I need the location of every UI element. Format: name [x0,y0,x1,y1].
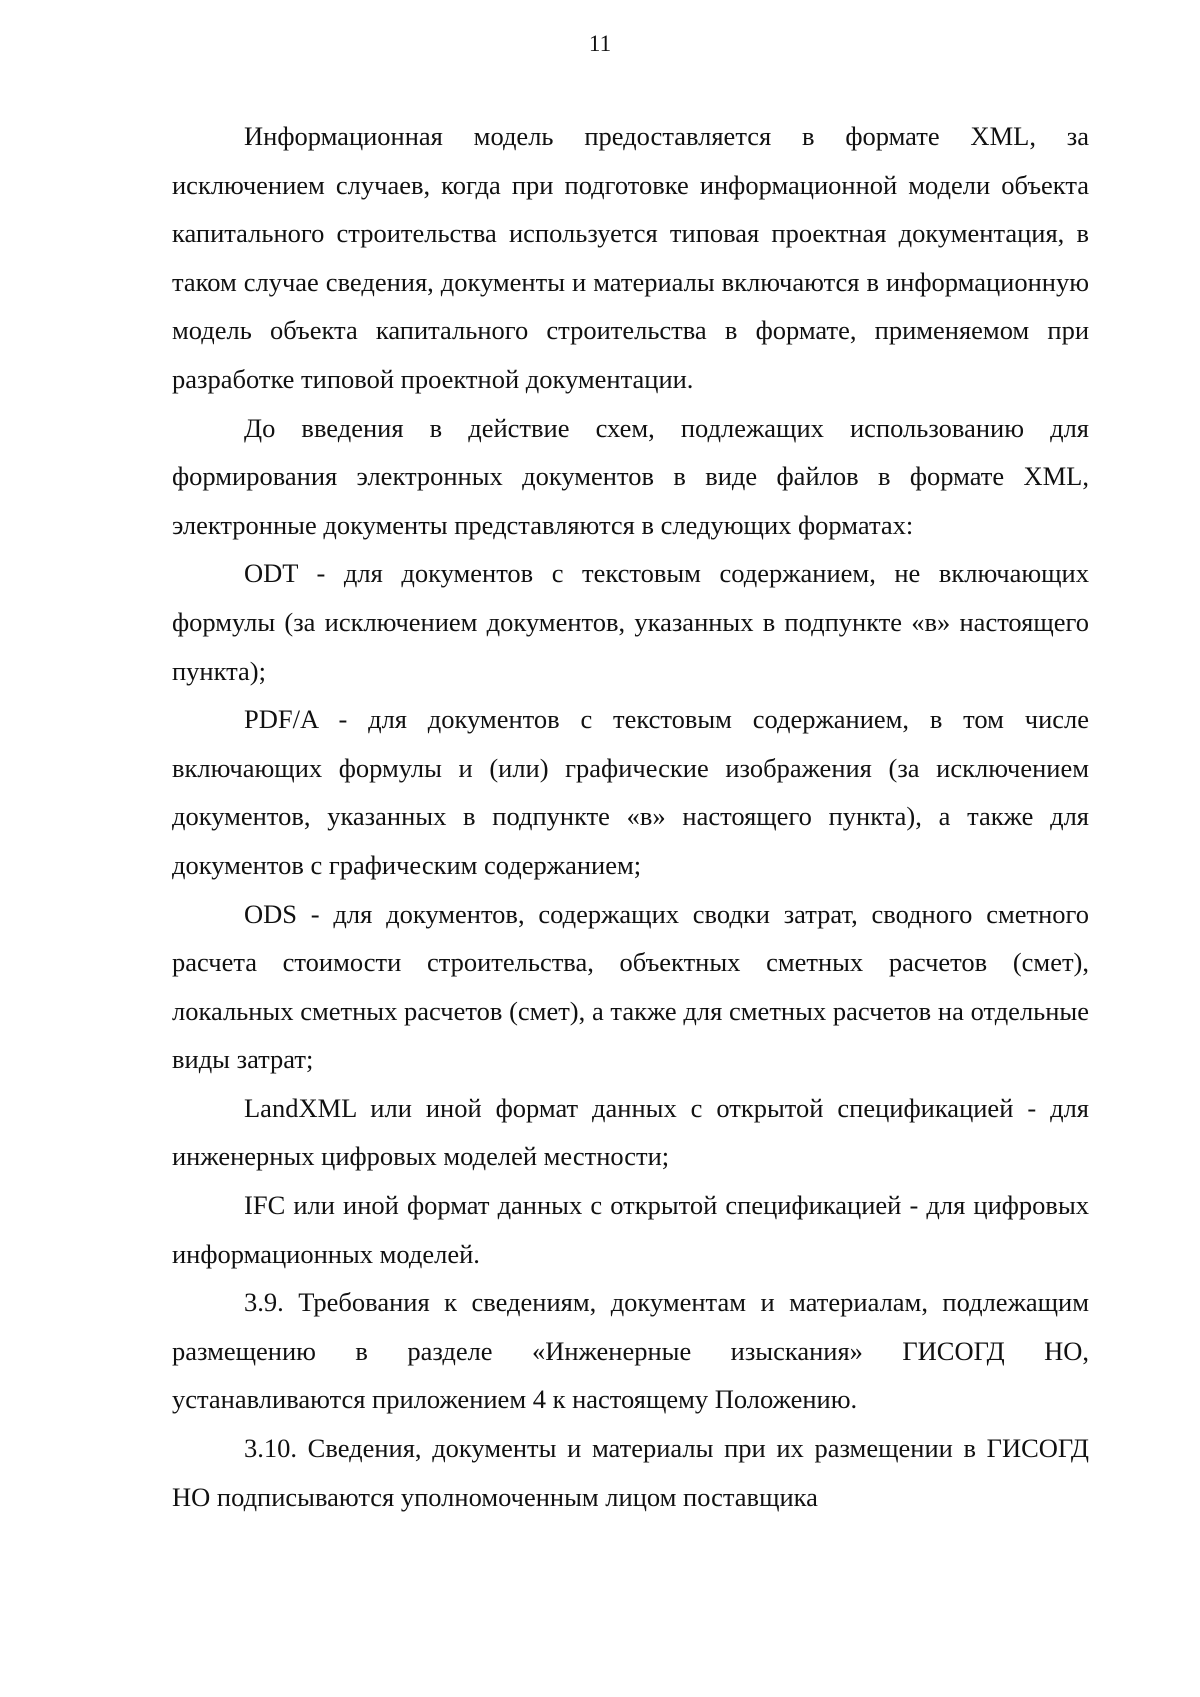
paragraph-before-xml-schemas: До введения в действие схем, подлежащих использованию для формирования электронных документов в виде файлов в формате XML, электронные документы представляются в следующих форматах: [172,412,1089,540]
paragraph-section-3-10: 3.10. Сведения, документы и материалы при их размещении в ГИСОГД НО подписываются уполномоченным лицом поставщика [172,1433,1089,1512]
document-body [172,112,1089,1521]
paragraph-odt-format: ODT - для документов с текстовым содержанием, не включающих формулы (за исключением документов, указанных в подпункте «в» настоящего пункта); [172,558,1089,686]
paragraph-landxml-format: LandXML или иной формат данных с открытой спецификацией - для инженерных цифровых моделей местности; [172,1092,1089,1172]
paragraph-pdfa-format: PDF/A - для документов с текстовым содержанием, в том числе включающих формулы и (или) графические изображения (за исключением документов, указанных в подпункте «в» настоящего пункта), а также для документов с графическим содержанием; [172,704,1089,880]
paragraph-ifc-format: IFC или иной формат данных с открытой спецификацией - для цифровых информационных моделей. [172,1190,1089,1269]
paragraph-ods-format: ODS - для документов, содержащих сводки затрат, сводного сметного расчета стоимости строительства, объектных сметных расчетов (смет), локальных сметных расчетов (смет), а также для сметных расчетов на отдельные виды затрат; [172,898,1089,1075]
page-number: 11 [588,31,612,56]
paragraph-section-3-9: 3.9. Требования к сведениям, документам и материалам, подлежащим размещению в разделе «Инженерные изыскания» ГИСОГД НО, устанавливаются приложением 4 к настоящему Положению. [172,1287,1089,1415]
paragraph-information-model-format: Информационная модель предоставляется в формате XML, за исключением случаев, когда при подготовке информационной модели объекта капитального строительства используется типовая проектная документация, в таком случае сведения, документы и материалы включаются в информационную модель объекта капитального строительства в формате, применяемом при разработке типовой проектной документации. [172,121,1089,394]
